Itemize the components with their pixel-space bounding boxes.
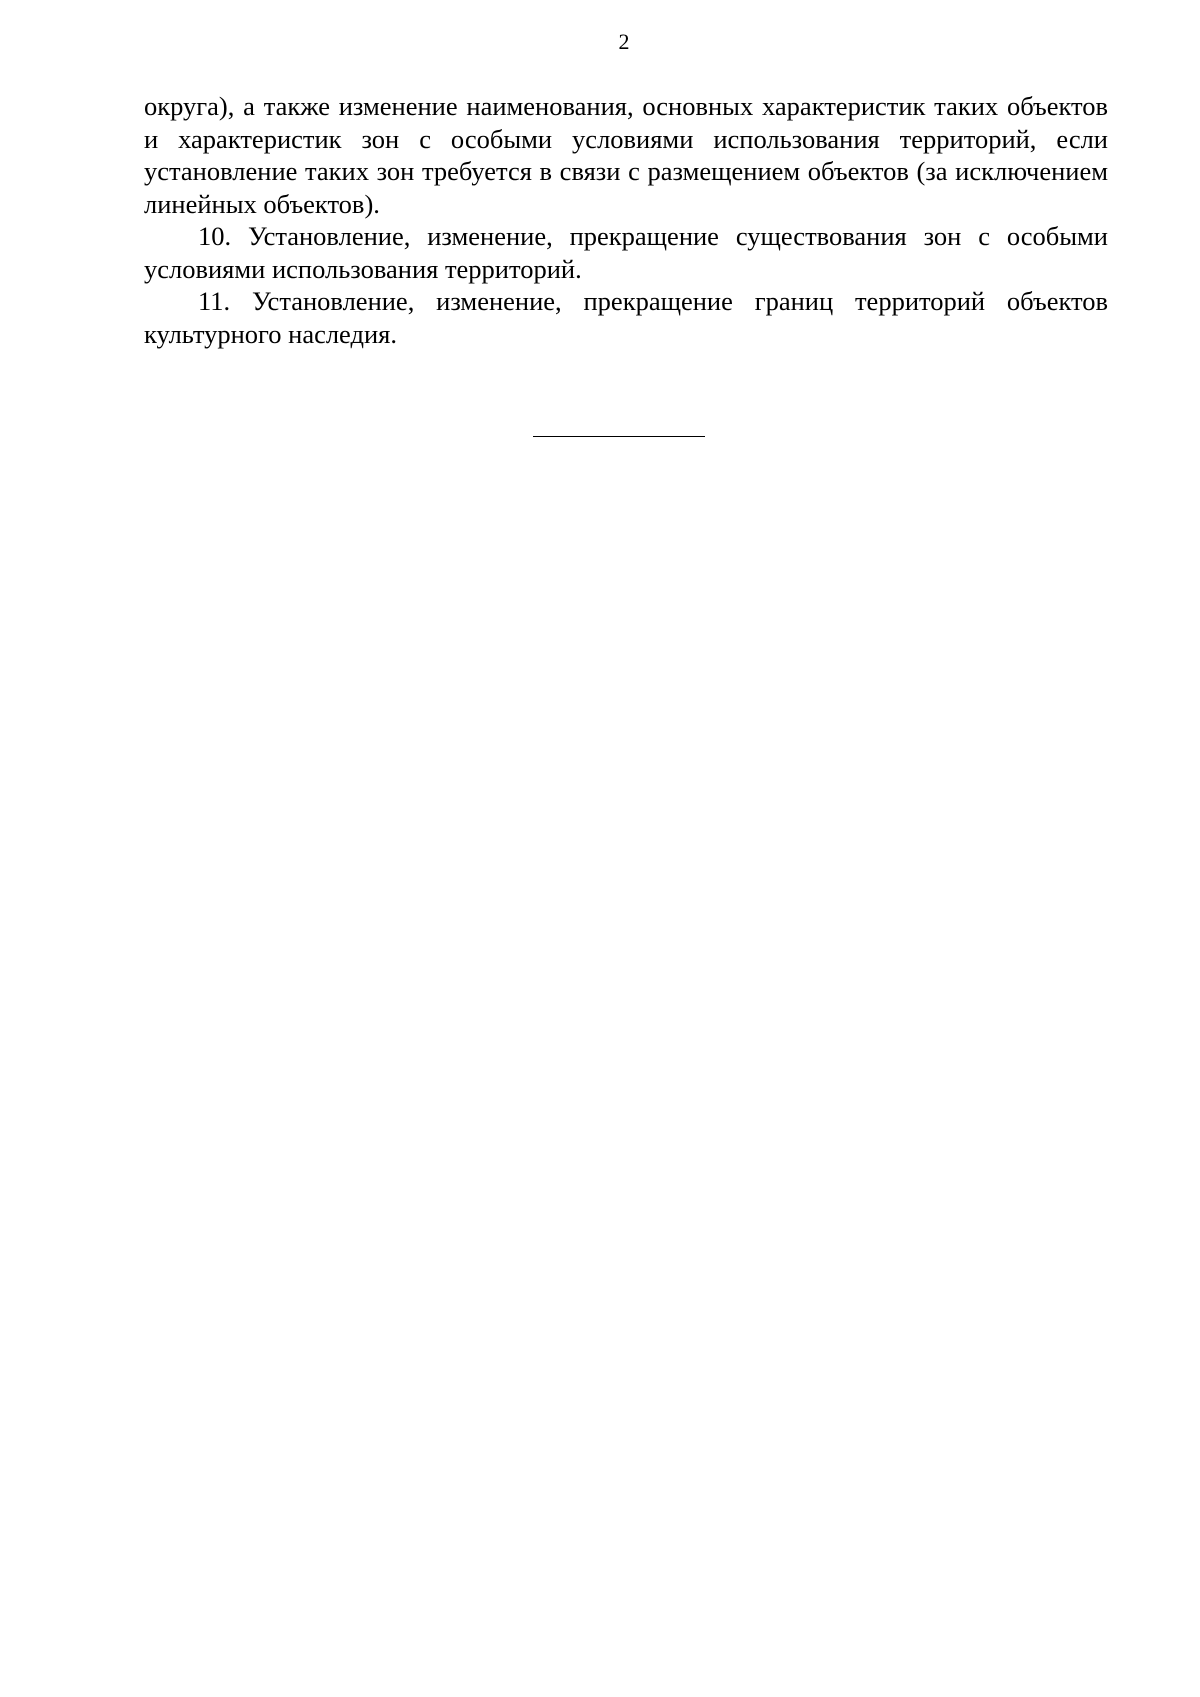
end-of-document-rule [533, 436, 705, 437]
document-body [144, 90, 1108, 350]
paragraph-item-11: 11. Установление, изменение, прекращение границ территорий объектов культурного наследия. [144, 286, 1108, 349]
paragraph-item-10: 10. Установление, изменение, прекращение существования зон с особыми условиями использования территорий. [144, 221, 1108, 284]
page-number: 2 [618, 29, 630, 54]
paragraph-continuation: округа), а также изменение наименования, основных характеристик таких объектов и характеристик зон с особыми условиями использования территорий, если установление таких зон требуется в связи с размещением объектов (за исключением линейных объектов). [144, 91, 1108, 219]
